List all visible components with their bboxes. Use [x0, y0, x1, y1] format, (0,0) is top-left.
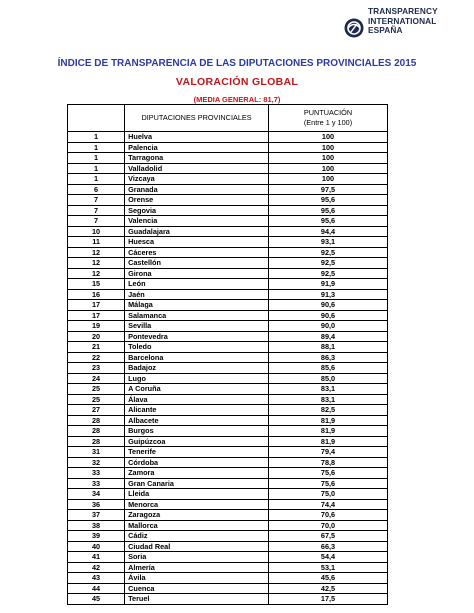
- rank-cell: 16: [68, 289, 125, 300]
- province-cell: Huelva: [125, 132, 269, 143]
- table-row: [68, 573, 388, 584]
- score-cell: 66,3: [269, 541, 388, 552]
- score-cell: 86,3: [269, 352, 388, 363]
- score-cell: 95,6: [269, 205, 388, 216]
- score-cell: 75,0: [269, 489, 388, 500]
- rank-cell: 45: [68, 594, 125, 605]
- rank-cell: 40: [68, 541, 125, 552]
- rank-cell: 1: [68, 163, 125, 174]
- province-cell: Gran Canaria: [125, 478, 269, 489]
- rank-cell: 22: [68, 352, 125, 363]
- transparency-international-logo: [344, 4, 470, 52]
- rank-cell: 1: [68, 132, 125, 143]
- table-row: [68, 153, 388, 164]
- rank-cell: 6: [68, 184, 125, 195]
- province-cell: Cáceres: [125, 247, 269, 258]
- rank-cell: 33: [68, 468, 125, 479]
- rank-cell: 1: [68, 142, 125, 153]
- rank-cell: 21: [68, 342, 125, 353]
- province-cell: Huesca: [125, 237, 269, 248]
- rank-cell: 34: [68, 489, 125, 500]
- province-cell: Lugo: [125, 373, 269, 384]
- province-cell: Teruel: [125, 594, 269, 605]
- score-cell: 81,9: [269, 426, 388, 437]
- score-cell: 79,4: [269, 447, 388, 458]
- score-cell: 78,8: [269, 457, 388, 468]
- score-cell: 90,6: [269, 300, 388, 311]
- score-cell: 94,4: [269, 226, 388, 237]
- province-cell: A Coruña: [125, 384, 269, 395]
- province-cell: Burgos: [125, 426, 269, 437]
- rank-cell: 33: [68, 478, 125, 489]
- province-cell: Menorca: [125, 499, 269, 510]
- rank-cell: 25: [68, 394, 125, 405]
- province-cell: Albacete: [125, 415, 269, 426]
- score-cell: 75,6: [269, 468, 388, 479]
- rank-cell: 10: [68, 226, 125, 237]
- table-row: [68, 489, 388, 500]
- rank-cell: 24: [68, 373, 125, 384]
- province-cell: Córdoba: [125, 457, 269, 468]
- score-cell: 92,5: [269, 247, 388, 258]
- rank-cell: 42: [68, 562, 125, 573]
- logo-line: TRANSPARENCY: [368, 6, 438, 16]
- table-row: [68, 352, 388, 363]
- score-cell: 45,6: [269, 573, 388, 584]
- score-cell: 74,4: [269, 499, 388, 510]
- province-cell: Palencia: [125, 142, 269, 153]
- rank-cell: 41: [68, 552, 125, 563]
- score-cell: 90,0: [269, 321, 388, 332]
- table-row: [68, 552, 388, 563]
- score-cell: 95,6: [269, 195, 388, 206]
- document-subtitle: VALORACIÓN GLOBAL: [175, 76, 299, 88]
- rank-cell: 25: [68, 384, 125, 395]
- score-cell: 17,5: [269, 594, 388, 605]
- rank-cell: 17: [68, 310, 125, 321]
- province-cell: Málaga: [125, 300, 269, 311]
- score-cell: 42,5: [269, 583, 388, 594]
- province-cell: Segovia: [125, 205, 269, 216]
- table-row: [68, 142, 388, 153]
- score-cell: 83,1: [269, 384, 388, 395]
- score-cell: 85,0: [269, 373, 388, 384]
- rank-cell: 27: [68, 405, 125, 416]
- province-cell: León: [125, 279, 269, 290]
- score-cell: 91,9: [269, 279, 388, 290]
- table-row: [68, 174, 388, 185]
- table-row: [68, 499, 388, 510]
- table-row: [68, 268, 388, 279]
- rank-cell: 39: [68, 531, 125, 542]
- province-cell: Barcelona: [125, 352, 269, 363]
- table-row: [68, 531, 388, 542]
- province-cell: Pontevedra: [125, 331, 269, 342]
- province-cell: Lleida: [125, 489, 269, 500]
- score-cell: 89,4: [269, 331, 388, 342]
- rank-cell: 12: [68, 247, 125, 258]
- table-row: [68, 436, 388, 447]
- table-row: [68, 289, 388, 300]
- rank-cell: 28: [68, 426, 125, 437]
- table-row: [68, 415, 388, 426]
- province-cell: Vizcaya: [125, 174, 269, 185]
- table-row: [68, 541, 388, 552]
- score-cell: 97,5: [269, 184, 388, 195]
- province-cell: Soria: [125, 552, 269, 563]
- logo-line: INTERNATIONAL: [368, 15, 437, 26]
- rank-cell: 19: [68, 321, 125, 332]
- table-row: [68, 363, 388, 374]
- rank-cell: 32: [68, 457, 125, 468]
- table-row: [68, 394, 388, 405]
- table-body: [68, 132, 388, 605]
- province-cell: Alicante: [125, 405, 269, 416]
- province-cell: Badajoz: [125, 363, 269, 374]
- score-cell: 88,1: [269, 342, 388, 353]
- table-row: [68, 405, 388, 416]
- province-cell: Granada: [125, 184, 269, 195]
- province-cell: Álava: [125, 394, 269, 405]
- score-cell: 85,6: [269, 363, 388, 374]
- table-header-row: [68, 105, 388, 132]
- score-cell: 92,5: [269, 268, 388, 279]
- score-cell: 53,1: [269, 562, 388, 573]
- province-cell: Mallorca: [125, 520, 269, 531]
- rank-cell: 7: [68, 195, 125, 206]
- province-cell: Salamanca: [125, 310, 269, 321]
- rank-cell: 7: [68, 216, 125, 227]
- province-cell: Castellón: [125, 258, 269, 269]
- score-cell: 90,6: [269, 310, 388, 321]
- table-row: [68, 447, 388, 458]
- table-row: [68, 216, 388, 227]
- province-cell: Cádiz: [125, 531, 269, 542]
- table-row: [68, 132, 388, 143]
- province-cell: Guipúzcoa: [125, 436, 269, 447]
- rank-cell: 36: [68, 499, 125, 510]
- table-row: [68, 237, 388, 248]
- province-cell: Zamora: [125, 468, 269, 479]
- table-row: [68, 195, 388, 206]
- table-row: [68, 373, 388, 384]
- rank-cell: 44: [68, 583, 125, 594]
- rank-cell: 15: [68, 279, 125, 290]
- table-row: [68, 247, 388, 258]
- rank-cell: 43: [68, 573, 125, 584]
- table-row: [68, 163, 388, 174]
- score-cell: 100: [269, 163, 388, 174]
- table-row: [68, 331, 388, 342]
- table-row: [68, 342, 388, 353]
- rank-cell: 12: [68, 258, 125, 269]
- header-province: DIPUTACIONES PROVINCIALES: [125, 105, 269, 132]
- logo-text: [368, 7, 438, 36]
- table-row: [68, 205, 388, 216]
- table-row: [68, 468, 388, 479]
- table-row: [68, 279, 388, 290]
- province-cell: Ávila: [125, 573, 269, 584]
- table-row: [68, 583, 388, 594]
- province-cell: Toledo: [125, 342, 269, 353]
- header-score: [269, 105, 388, 132]
- score-cell: 100: [269, 132, 388, 143]
- province-cell: Valencia: [125, 216, 269, 227]
- score-cell: 100: [269, 142, 388, 153]
- table-row: [68, 426, 388, 437]
- score-cell: 70,0: [269, 520, 388, 531]
- score-cell: 100: [269, 153, 388, 164]
- score-cell: 100: [269, 174, 388, 185]
- score-cell: 83,1: [269, 394, 388, 405]
- rank-cell: 7: [68, 205, 125, 216]
- province-cell: Ciudad Real: [125, 541, 269, 552]
- document-title: ÍNDICE DE TRANSPARENCIA DE LAS DIPUTACIONES PROVINCIALES 2015: [57, 58, 417, 69]
- table-row: [68, 321, 388, 332]
- table-row: [68, 510, 388, 521]
- table-row: [68, 562, 388, 573]
- rank-cell: 1: [68, 153, 125, 164]
- table-row: [68, 520, 388, 531]
- province-cell: Tarragona: [125, 153, 269, 164]
- rank-cell: 28: [68, 436, 125, 447]
- score-cell: 95,6: [269, 216, 388, 227]
- province-cell: Cuenca: [125, 583, 269, 594]
- rank-cell: 12: [68, 268, 125, 279]
- score-cell: 54,4: [269, 552, 388, 563]
- rank-cell: 28: [68, 415, 125, 426]
- table-row: [68, 184, 388, 195]
- score-cell: 70,6: [269, 510, 388, 521]
- rank-cell: 38: [68, 520, 125, 531]
- logo-line: ESPAÑA: [368, 25, 403, 36]
- table-row: [68, 226, 388, 237]
- province-cell: Orense: [125, 195, 269, 206]
- table-row: [68, 300, 388, 311]
- province-cell: Tenerife: [125, 447, 269, 458]
- score-cell: 93,1: [269, 237, 388, 248]
- province-cell: Guadalajara: [125, 226, 269, 237]
- header-score-title: PUNTUACIÓN: [303, 108, 353, 117]
- rank-cell: 1: [68, 174, 125, 185]
- score-cell: 81,9: [269, 415, 388, 426]
- table-row: [68, 478, 388, 489]
- province-cell: Girona: [125, 268, 269, 279]
- ranking-table: [67, 104, 388, 605]
- header-rank: [68, 105, 125, 132]
- table-row: [68, 310, 388, 321]
- province-cell: Sevilla: [125, 321, 269, 332]
- score-cell: 91,3: [269, 289, 388, 300]
- header-score-range: (Entre 1 y 100): [303, 118, 353, 127]
- table-row: [68, 457, 388, 468]
- score-cell: 75,6: [269, 478, 388, 489]
- rank-cell: 23: [68, 363, 125, 374]
- table-row: [68, 594, 388, 605]
- rank-cell: 20: [68, 331, 125, 342]
- score-cell: 67,5: [269, 531, 388, 542]
- table-row: [68, 258, 388, 269]
- province-cell: Almería: [125, 562, 269, 573]
- rank-cell: 11: [68, 237, 125, 248]
- province-cell: Jaén: [125, 289, 269, 300]
- rank-cell: 37: [68, 510, 125, 521]
- score-cell: 92,5: [269, 258, 388, 269]
- table-row: [68, 384, 388, 395]
- province-cell: Valladolid: [125, 163, 269, 174]
- rank-cell: 31: [68, 447, 125, 458]
- rank-cell: 17: [68, 300, 125, 311]
- score-cell: 81,9: [269, 436, 388, 447]
- general-average: (MEDIA GENERAL: 81,7): [193, 95, 281, 104]
- globe-icon: [344, 18, 364, 38]
- province-cell: Zaragoza: [125, 510, 269, 521]
- score-cell: 82,5: [269, 405, 388, 416]
